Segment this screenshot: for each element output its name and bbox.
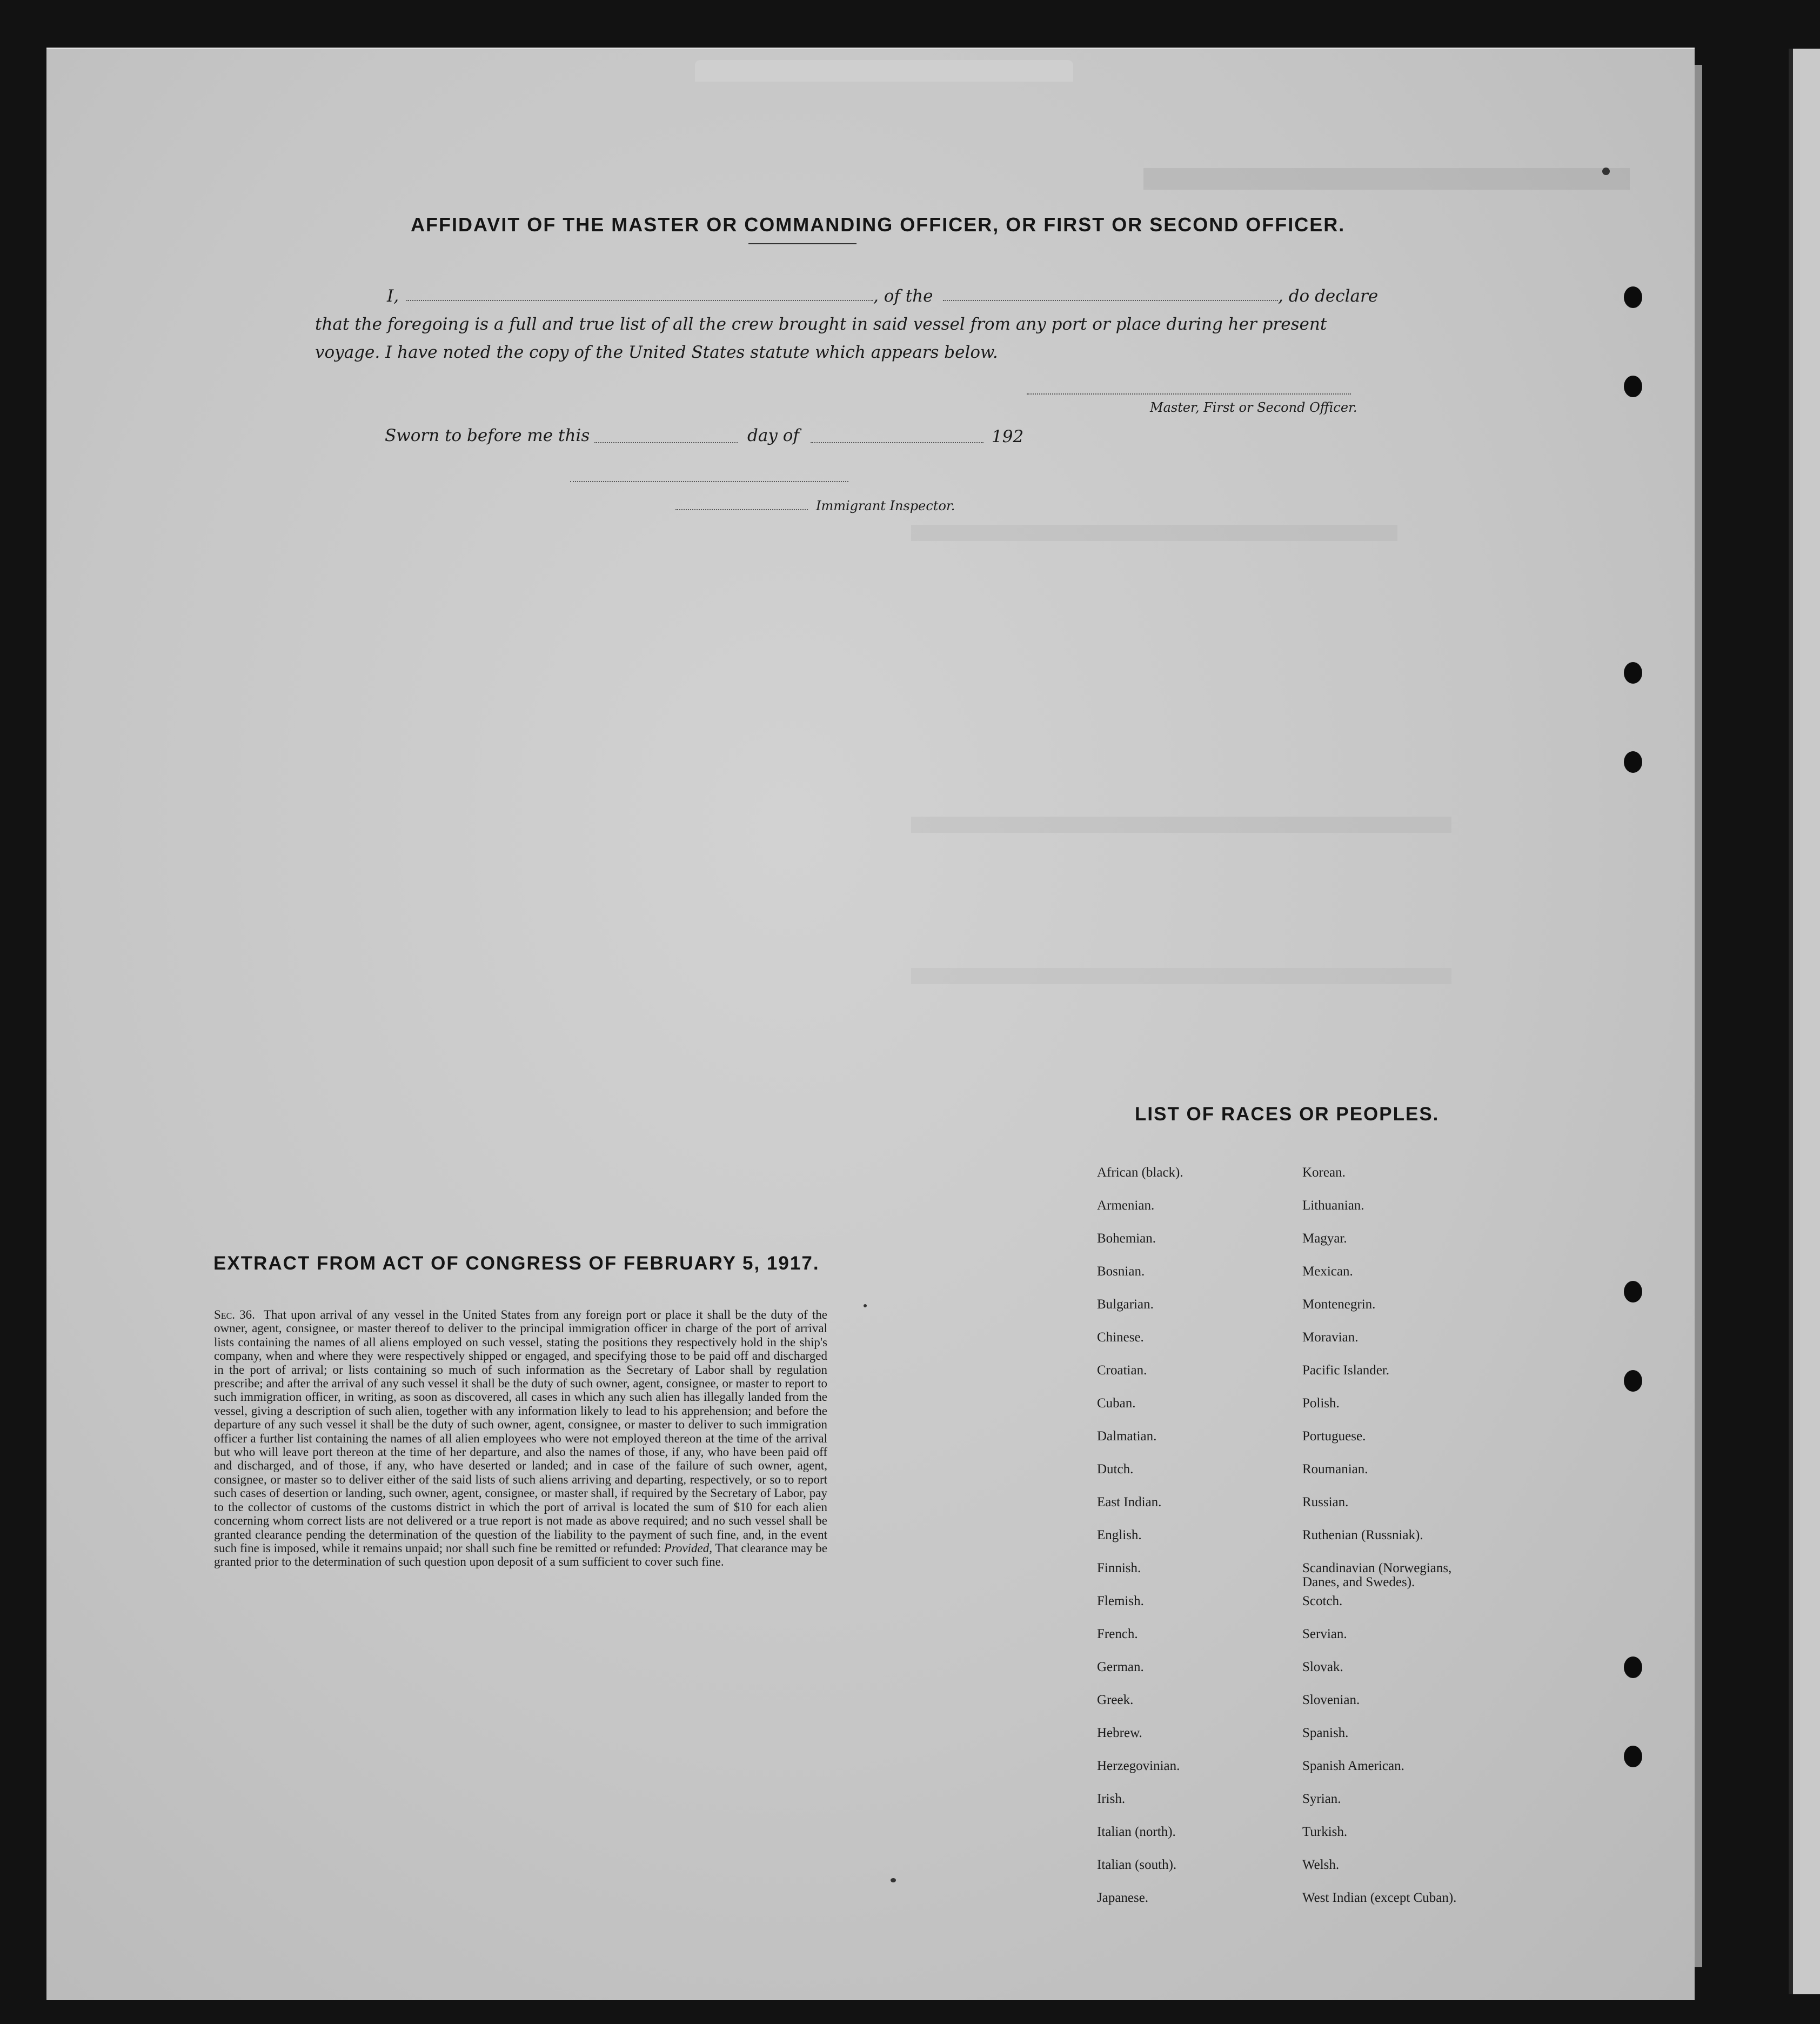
- race-item: Italian (north).: [1097, 1825, 1176, 1839]
- punch-hole: [1624, 1746, 1642, 1767]
- race-item: Syrian.: [1302, 1792, 1341, 1806]
- sworn-day-of: day of: [747, 426, 799, 445]
- race-item: Turkish.: [1302, 1825, 1348, 1839]
- punch-hole: [1624, 376, 1642, 397]
- race-item: French.: [1097, 1627, 1138, 1641]
- affidavit-line-2: that the foregoing is a full and true list of all the crew brought in said vessel from any port or place during her present: [315, 315, 1327, 334]
- sworn-day-blank: [594, 442, 738, 443]
- punch-hole: [1624, 751, 1642, 773]
- provided-word: Provided,: [664, 1541, 713, 1555]
- race-item: Cuban.: [1097, 1396, 1136, 1411]
- race-item: Pacific Islander.: [1302, 1363, 1390, 1378]
- affidavit-title: AFFIDAVIT OF THE MASTER OR COMMANDING OFFICER, OR FIRST OR SECOND OFFICER.: [411, 213, 1346, 236]
- inspector-signature-line-upper: [570, 481, 848, 482]
- race-item: Ruthenian (Russniak).: [1302, 1528, 1423, 1542]
- race-item: Mexican.: [1302, 1264, 1353, 1279]
- ink-speck: [1602, 168, 1610, 175]
- punch-hole: [1624, 662, 1642, 684]
- vessel-blank-line: [943, 300, 1278, 301]
- race-item: Flemish.: [1097, 1594, 1144, 1608]
- extract-title: EXTRACT FROM ACT OF CONGRESS OF FEBRUARY 5, 1917.: [213, 1253, 820, 1274]
- punch-hole: [1624, 1656, 1642, 1678]
- race-item: Japanese.: [1097, 1891, 1149, 1905]
- ink-speck: [864, 1304, 867, 1307]
- affidavit-line-3: voyage. I have noted the copy of the United States statute which appears below.: [315, 343, 998, 362]
- race-item: Scandinavian (Norwegians, Danes, and Swedes).: [1302, 1561, 1452, 1589]
- race-item: Hebrew.: [1097, 1726, 1142, 1740]
- race-item: Herzegovinian.: [1097, 1759, 1180, 1773]
- race-item: Welsh.: [1302, 1858, 1340, 1872]
- inspector-signature-line: [675, 509, 808, 510]
- statute-body-2: That clearance may be granted prior to the determination of such question upon deposit of a sum sufficient to cover such fine.: [214, 1541, 831, 1569]
- race-item: Roumanian.: [1302, 1462, 1368, 1477]
- race-item: Lithuanian.: [1302, 1198, 1364, 1213]
- adjacent-page-edge: [1789, 49, 1820, 1994]
- race-item: Chinese.: [1097, 1330, 1144, 1345]
- race-item: Dalmatian.: [1097, 1429, 1157, 1444]
- master-signature-label: Master, First or Second Officer.: [1150, 400, 1357, 415]
- races-column-1: [1097, 1166, 1183, 1924]
- title-rule: [748, 243, 857, 244]
- races-title: LIST OF RACES OR PEOPLES.: [1135, 1104, 1440, 1125]
- race-item: Polish.: [1302, 1396, 1340, 1411]
- race-item: Spanish American.: [1302, 1759, 1404, 1773]
- race-item: English.: [1097, 1528, 1142, 1542]
- bleed-through-heading: [1143, 168, 1630, 190]
- race-item: Moravian.: [1302, 1330, 1359, 1345]
- race-item: West Indian (except Cuban).: [1302, 1891, 1457, 1905]
- page-tab: [695, 60, 1073, 82]
- affidavit-of-the: , of the: [873, 286, 933, 306]
- race-item: Irish.: [1097, 1792, 1126, 1806]
- race-item: German.: [1097, 1660, 1144, 1674]
- race-item: Bulgarian.: [1097, 1297, 1154, 1312]
- bleed-through-text: [911, 817, 1451, 833]
- name-blank-line: [406, 300, 873, 301]
- race-item: Bohemian.: [1097, 1231, 1156, 1246]
- sworn-year: 192: [992, 427, 1024, 446]
- race-item: Finnish.: [1097, 1561, 1141, 1575]
- race-item: Russian.: [1302, 1495, 1349, 1509]
- sworn-month-blank: [811, 442, 983, 443]
- race-item: Croatian.: [1097, 1363, 1147, 1378]
- race-item: Armenian.: [1097, 1198, 1155, 1213]
- sworn-prefix: Sworn to before me this: [385, 426, 590, 445]
- master-signature-line: [1027, 393, 1351, 395]
- ink-speck: [891, 1878, 896, 1882]
- punch-hole: [1624, 1281, 1642, 1302]
- inspector-label: Immigrant Inspector.: [816, 498, 955, 513]
- bleed-through-text: [911, 525, 1397, 541]
- race-item: Servian.: [1302, 1627, 1347, 1641]
- race-item: Montenegrin.: [1302, 1297, 1376, 1312]
- punch-hole: [1624, 286, 1642, 308]
- race-item: Slovenian.: [1302, 1693, 1360, 1707]
- section-label: Sec. 36.: [214, 1308, 255, 1321]
- race-item: African (black).: [1097, 1165, 1183, 1180]
- race-item: Slovak.: [1302, 1660, 1343, 1674]
- bleed-through-text: [911, 968, 1451, 984]
- race-item: Dutch.: [1097, 1462, 1134, 1477]
- race-item: Bosnian.: [1097, 1264, 1145, 1279]
- race-item: Portuguese.: [1302, 1429, 1366, 1444]
- race-item: Italian (south).: [1097, 1858, 1177, 1872]
- race-item: Magyar.: [1302, 1231, 1347, 1246]
- race-item: Korean.: [1302, 1165, 1346, 1180]
- punch-hole: [1624, 1370, 1642, 1392]
- race-item: Greek.: [1097, 1693, 1134, 1707]
- race-item: Scotch.: [1302, 1594, 1343, 1608]
- statute-body-1: That upon arrival of any vessel in the United States from any foreign port or place it shall be the duty of the owner, agent, consignee, or master thereof to deliver to the principal immigration officer in charge of the port of arrival lists containing the names of all aliens employed on such vessel, stating the positions they respectively hold in the ship's company, when and where they were respectively shipped or engaged, and specifying those to be paid off and discharged in the port of arrival; or lists containing so much of such information as the Secretary of Labor shall by regulation prescribe; and after the arrival of any such vessel it shall be the duty of such owner, agent, consignee, or master to report to such immigration officer, in writing, as soon as discovered, all cases in which any such alien has illegally landed from the vessel, giving a description of such alien, together with any information likely to lead to his apprehension; and before the departure of any such vessel it shall be the duty of such owner, agent, consignee, or master to deliver to such immigration officer a further list containing the names of all alien employees who were not employed thereon at the time of the arrival but who will leave port thereon at the time of her departure, and also the names of those, if any, who have been paid off and discharged, and of those, if any, who have deserted or landed; and in case of the failure of such owner, agent, consignee, or master so to deliver either of the said lists of such aliens arriving and departing, respectively, or so to report such cases of desertion or landing, such owner, agent, consignee, or master shall, if required by the Secretary of Labor, pay to the collector of customs of the customs district in which the port of arrival is located the sum of $10 for each alien concerning whom correct lists are not delivered or a true report is not made as above required; and no such vessel shall be granted clearance pending the determination of the question of the liability to the payment of such fine, and, in the event such fine is imposed, while it remains unpaid; nor shall such fine be remitted or refunded:: [214, 1308, 831, 1555]
- affidavit-i: I,: [387, 286, 399, 306]
- race-item: Spanish.: [1302, 1726, 1349, 1740]
- statute-text: [214, 1308, 831, 1569]
- race-item: East Indian.: [1097, 1495, 1162, 1509]
- affidavit-declare: , do declare: [1278, 286, 1379, 306]
- races-column-2: [1302, 1166, 1456, 1924]
